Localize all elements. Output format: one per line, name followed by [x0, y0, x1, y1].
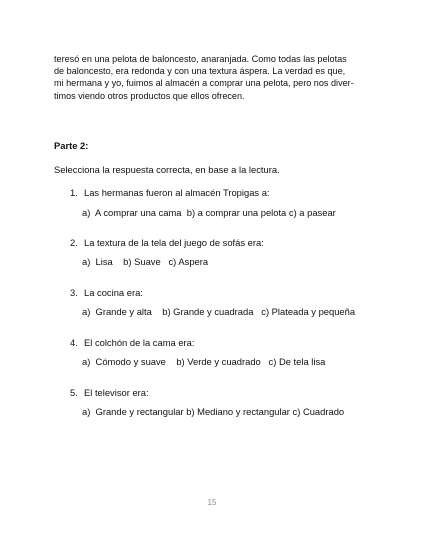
question-2 [70, 237, 264, 248]
page-number: 15 [207, 498, 217, 507]
question-3-options: a) Grande y alta b) Grande y cuadrada c) Plateada y pequeña [82, 306, 356, 317]
intro-line: mi hermana y yo, fuimos al almacén a comprar una pelota, pero nos diver- [54, 78, 354, 89]
section-heading: Parte 2: [54, 140, 89, 151]
intro-line: de baloncesto, era redonda y con una textura áspera. La verdad es que, [54, 66, 346, 77]
question-number: 2. [70, 237, 78, 248]
question-text: El colchón de la cama era: [84, 337, 195, 348]
question-text: La textura de la tela del juego de sofás era: [84, 237, 264, 248]
intro-line: teresó en una pelota de baloncesto, anaranjada. Como todas las pelotas [54, 54, 347, 64]
question-5-options: a) Grande y rectangular b) Mediano y rectangular c) Cuadrado [82, 406, 345, 417]
question-text: La cocina era: [84, 287, 143, 298]
question-5 [70, 387, 149, 398]
question-number: 3. [70, 287, 78, 298]
question-2-options: a) Lisa b) Suave c) Aspera [82, 256, 209, 267]
question-1 [70, 187, 270, 198]
question-4 [70, 337, 194, 348]
question-4-options: a) Cómodo y suave b) Verde y cuadrado c) De tela lisa [82, 356, 326, 367]
question-number: 4. [70, 337, 78, 348]
question-text: Las hermanas fueron al almacén Tropigas a: [84, 187, 270, 198]
intro-paragraph [54, 53, 376, 102]
intro-line: timos viendo otros productos que ellos ofrecen. [54, 90, 245, 101]
question-text: El televisor era: [84, 387, 149, 398]
question-number: 5. [70, 387, 78, 398]
section-instruction: Selecciona la respuesta correcta, en base a la lectura. [54, 164, 280, 175]
question-3 [70, 287, 143, 298]
question-1-options: a) A comprar una cama b) a comprar una pelota c) a pasear [82, 207, 336, 218]
question-number: 1. [70, 187, 78, 198]
